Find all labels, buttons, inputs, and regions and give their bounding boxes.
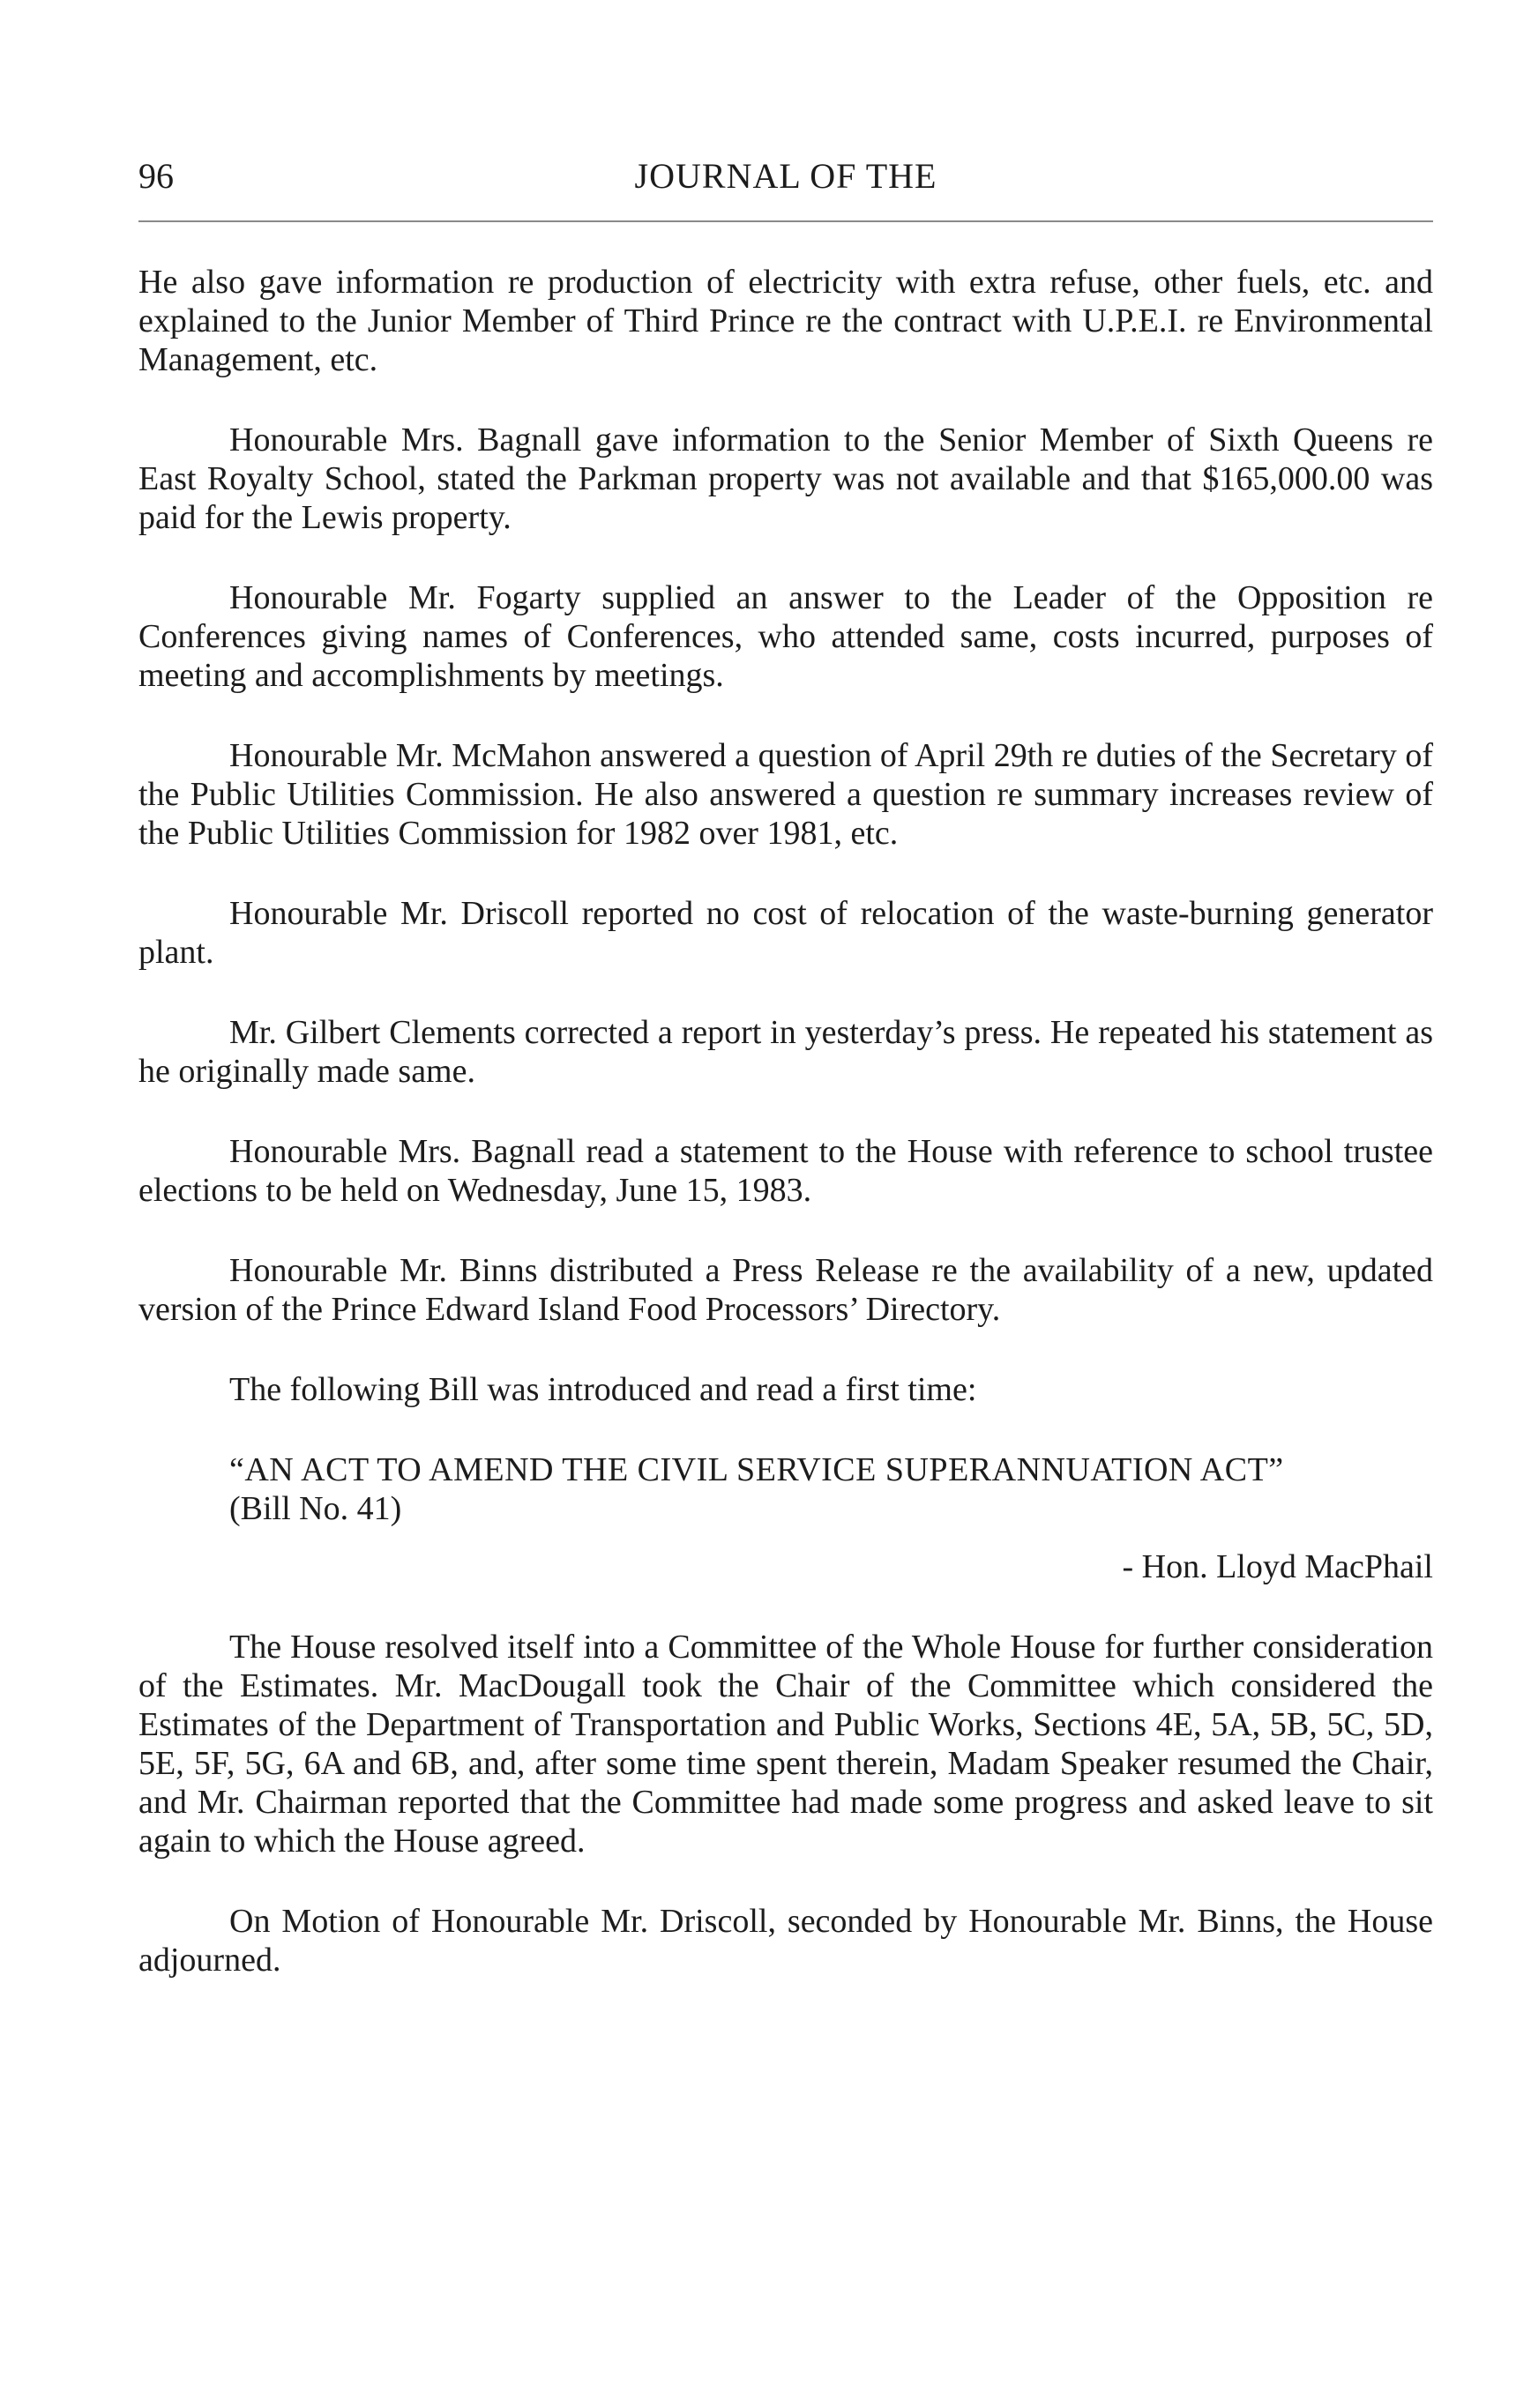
paragraph-driscoll-relocation: Honourable Mr. Driscoll reported no cost of relocation of the waste-burning generator plant.	[138, 895, 1433, 971]
paragraph-fogarty-conferences: Honourable Mr. Fogarty supplied an answer to the Leader of the Opposition re Conferences giving names of Conferences, who attended same, costs incurred, purposes of meeting and accomplishments by meetings.	[138, 579, 1433, 694]
page-header	[138, 150, 1433, 203]
page-number: 96	[138, 156, 174, 196]
bill-number: (Bill No. 41)	[229, 1490, 402, 1527]
running-head: JOURNAL OF THE	[634, 156, 937, 196]
paragraph-bagnall-east-royalty: Honourable Mrs. Bagnall gave information to the Senior Member of Sixth Queens re East Royalty School, stated the Parkman property was not available and that $165,000.00 was paid for the Lewis property.	[138, 421, 1433, 536]
paragraph-continuation: He also gave information re production of electricity with extra refuse, other fuels, etc. and explained to the Junior Member of Third Prince re the contract with U.P.E.I. re Environmental Management, etc.	[138, 264, 1433, 378]
bill-title: “AN ACT TO AMEND THE CIVIL SERVICE SUPERANNUATION ACT”	[229, 1451, 1284, 1488]
paragraph-committee-of-whole: The House resolved itself into a Committee of the Whole House for further consideration of the Estimates. Mr. MacDougall took the Chair of the Committee which considered the Estimates of the Department of Transportation and Public Works, Sections 4E, 5A, 5B, 5C, 5D, 5E, 5F, 5G, 6A and 6B, and, after some time spent therein, Madam Speaker resumed the Chair, and Mr. Chairman reported that the Committee had made some progress and asked leave to sit again to which the House agreed.	[138, 1629, 1433, 1860]
bill-block	[138, 1450, 1433, 1528]
bill-sponsor: - Hon. Lloyd MacPhail	[1122, 1548, 1433, 1585]
paragraph-adjournment: On Motion of Honourable Mr. Driscoll, seconded by Honourable Mr. Binns, the House adjourned.	[138, 1903, 1433, 1979]
journal-body	[138, 263, 1433, 1979]
paragraph-bill-introduction: The following Bill was introduced and read a first time:	[229, 1371, 977, 1408]
header-rule	[138, 220, 1433, 222]
paragraph-clements-correction: Mr. Gilbert Clements corrected a report in yesterday’s press. He repeated his statement as he originally made same.	[138, 1014, 1433, 1090]
paragraph-mcmahon-utilities: Honourable Mr. McMahon answered a question of April 29th re duties of the Secretary of the Public Utilities Commission. He also answered a question re summary increases review of the Public Utilities Commission for 1982 over 1981, etc.	[138, 737, 1433, 852]
paragraph-bagnall-trustee-elections: Honourable Mrs. Bagnall read a statement to the House with reference to school trustee elections to be held on Wednesday, June 15, 1983.	[138, 1133, 1433, 1209]
paragraph-binns-press-release: Honourable Mr. Binns distributed a Press Release re the availability of a new, updated version of the Prince Edward Island Food Processors’ Directory.	[138, 1252, 1433, 1328]
